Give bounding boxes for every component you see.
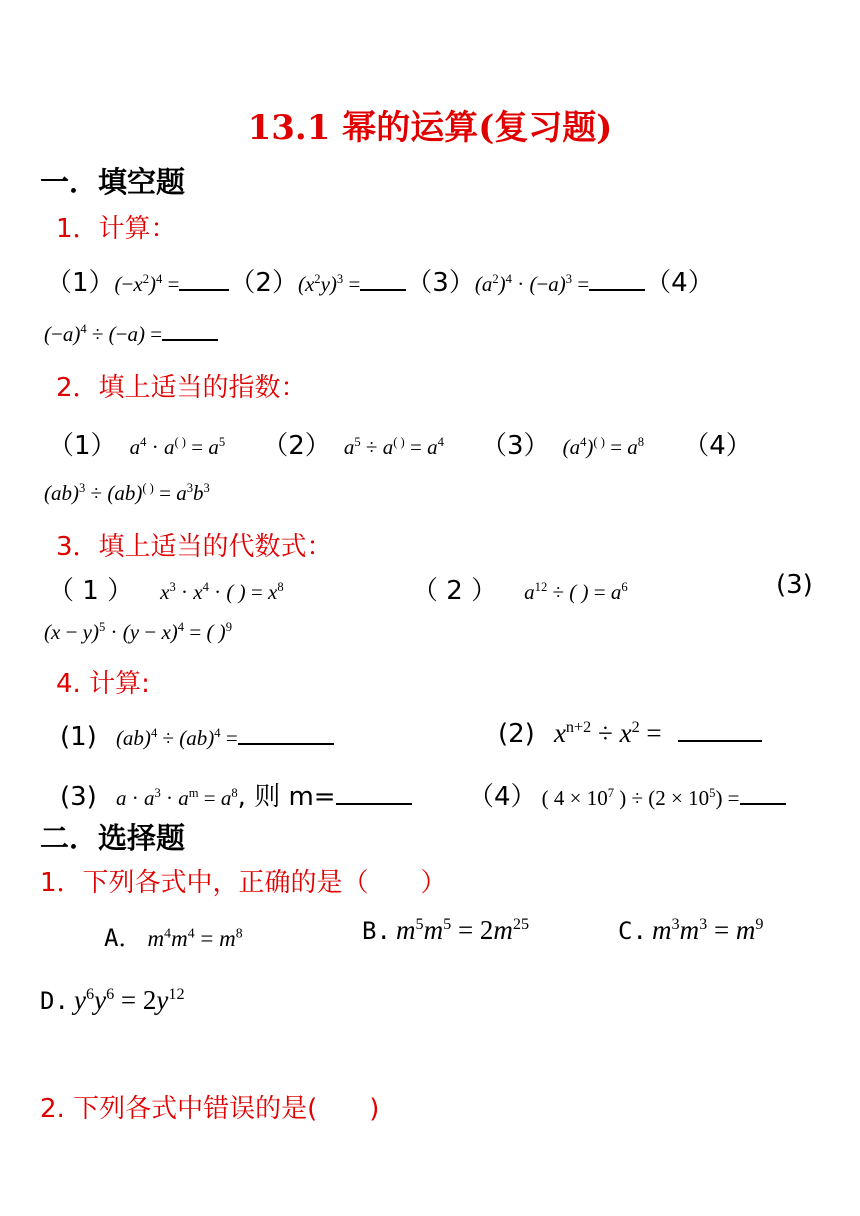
q4-num2: (2) (498, 719, 535, 749)
q1-num3: （3） (406, 268, 475, 298)
q3-num2: （ 2 ） (412, 576, 498, 606)
q4-blank3[interactable] (336, 803, 412, 805)
page-title: 13.1 幂的运算(复习题) (247, 108, 613, 148)
q3-label: 3．填上适当的代数式： (56, 532, 333, 562)
q4-item3 (60, 776, 412, 813)
q1-expr1: $(-x^2)^4$ = (114, 272, 180, 296)
q4-blank1[interactable] (238, 743, 334, 745)
q2-label: 2．填上适当的指数： (56, 373, 307, 403)
q2-line1 (48, 425, 752, 462)
q4-item1 (60, 722, 334, 752)
q1-blank2[interactable] (360, 289, 406, 291)
q4-label: 4. 计算: (56, 669, 150, 699)
q1-expr4: $(-a)^4 \div (-a)$ = (44, 322, 163, 346)
q1-line1 (46, 262, 714, 299)
q4-expr4: ( $4 \times 10^7$ ) ÷ $(2 \times 10^5)$ = (541, 786, 740, 810)
q3-line2 (44, 620, 232, 645)
section-choice: 二．选择题 (40, 821, 186, 855)
q4-num3: (3) (60, 782, 97, 812)
q2-num2: （2） (262, 431, 331, 461)
q4-expr1: (ab)$^4$ ÷ (ab)$^4$ = (115, 726, 238, 750)
q3-expr3: $(x - y)^5 \cdot (y - x)^4$ = ( )$^9$ (44, 620, 232, 644)
q2-expr1: $a^4 \cdot a^{( )} = a^5$ (129, 435, 226, 459)
c1-b-letter: B. (362, 917, 391, 945)
q4-item2 (498, 718, 762, 749)
q1-blank4[interactable] (162, 339, 218, 341)
q1-expr3: $(a^2)^4 \cdot (-a)^3$ = (474, 272, 590, 296)
q4-num1: (1) (60, 722, 97, 752)
q3-line1 (48, 570, 284, 607)
q4-item4 (468, 776, 786, 813)
c2-label: 2. 下列各式中错误的是( ) (40, 1094, 380, 1124)
c1-option-a[interactable] (104, 918, 243, 953)
q1-blank3[interactable] (589, 289, 645, 291)
q4-expr2: $x^{n+2} \div x^2$ = (553, 718, 662, 748)
q2-num3: （3） (480, 431, 550, 461)
c1-option-d[interactable] (40, 985, 185, 1016)
q3-expr2: $a^{12}$ ÷ ( ) = $a^6$ (524, 580, 628, 604)
q3-expr1: $x^3 \cdot x^4$ · ( ) = $x^8$ (160, 580, 284, 604)
q3-num1: （ 1 ） (48, 576, 134, 606)
c1-option-b[interactable] (362, 915, 529, 946)
c1-option-c[interactable] (618, 915, 764, 946)
q2-num1: （1） (48, 431, 117, 461)
q2-num4: （4） (683, 431, 752, 461)
q1-num1: （1） (46, 268, 115, 298)
q2-expr2: $a^5 \div a^{( )} = a^4$ (343, 435, 444, 459)
c1-c-letter: C. (618, 917, 647, 945)
c1-label: 1．下列各式中，正确的是（ ） (40, 868, 447, 898)
c1-c-expr: $m^3m^3 = m^9$ (652, 915, 764, 945)
q4-blank2[interactable] (678, 740, 762, 742)
q4-expr3: $a \cdot a^3 \cdot a^m = a^8$ (115, 786, 238, 810)
q1-blank1[interactable] (179, 289, 229, 291)
q3-num3: (3) (776, 570, 813, 600)
section-fill-in: 一．填空题 (40, 165, 186, 199)
q1-label: 1．计算： (56, 214, 177, 244)
q3-item2 (412, 570, 628, 607)
q1-line2 (44, 322, 218, 347)
c1-d-expr: $y^6y^6 = 2y^{12}$ (74, 985, 185, 1015)
c1-b-expr: $m^5m^5 = 2m^{25}$ (396, 915, 530, 945)
c1-a-expr: $m^4m^4 = m^8$ (147, 925, 243, 951)
c1-a-letter: A． (104, 924, 143, 952)
q2-line2 (44, 481, 210, 506)
q4-num4: （4） (468, 782, 537, 812)
q1-num4: （4） (645, 268, 714, 298)
q4-blank4[interactable] (740, 803, 786, 805)
q2-expr4: $(ab)^3 \div (ab)^{( )} = a^3b^3$ (44, 481, 210, 505)
q1-num2: （2） (229, 268, 298, 298)
q2-expr3: $(a^4)^{( )} = a^8$ (562, 435, 645, 459)
q4-then-m: , 则 m= (237, 782, 336, 812)
c1-d-letter: D. (40, 987, 69, 1015)
q1-expr2: $(x^2y)^3$ = (297, 272, 361, 296)
